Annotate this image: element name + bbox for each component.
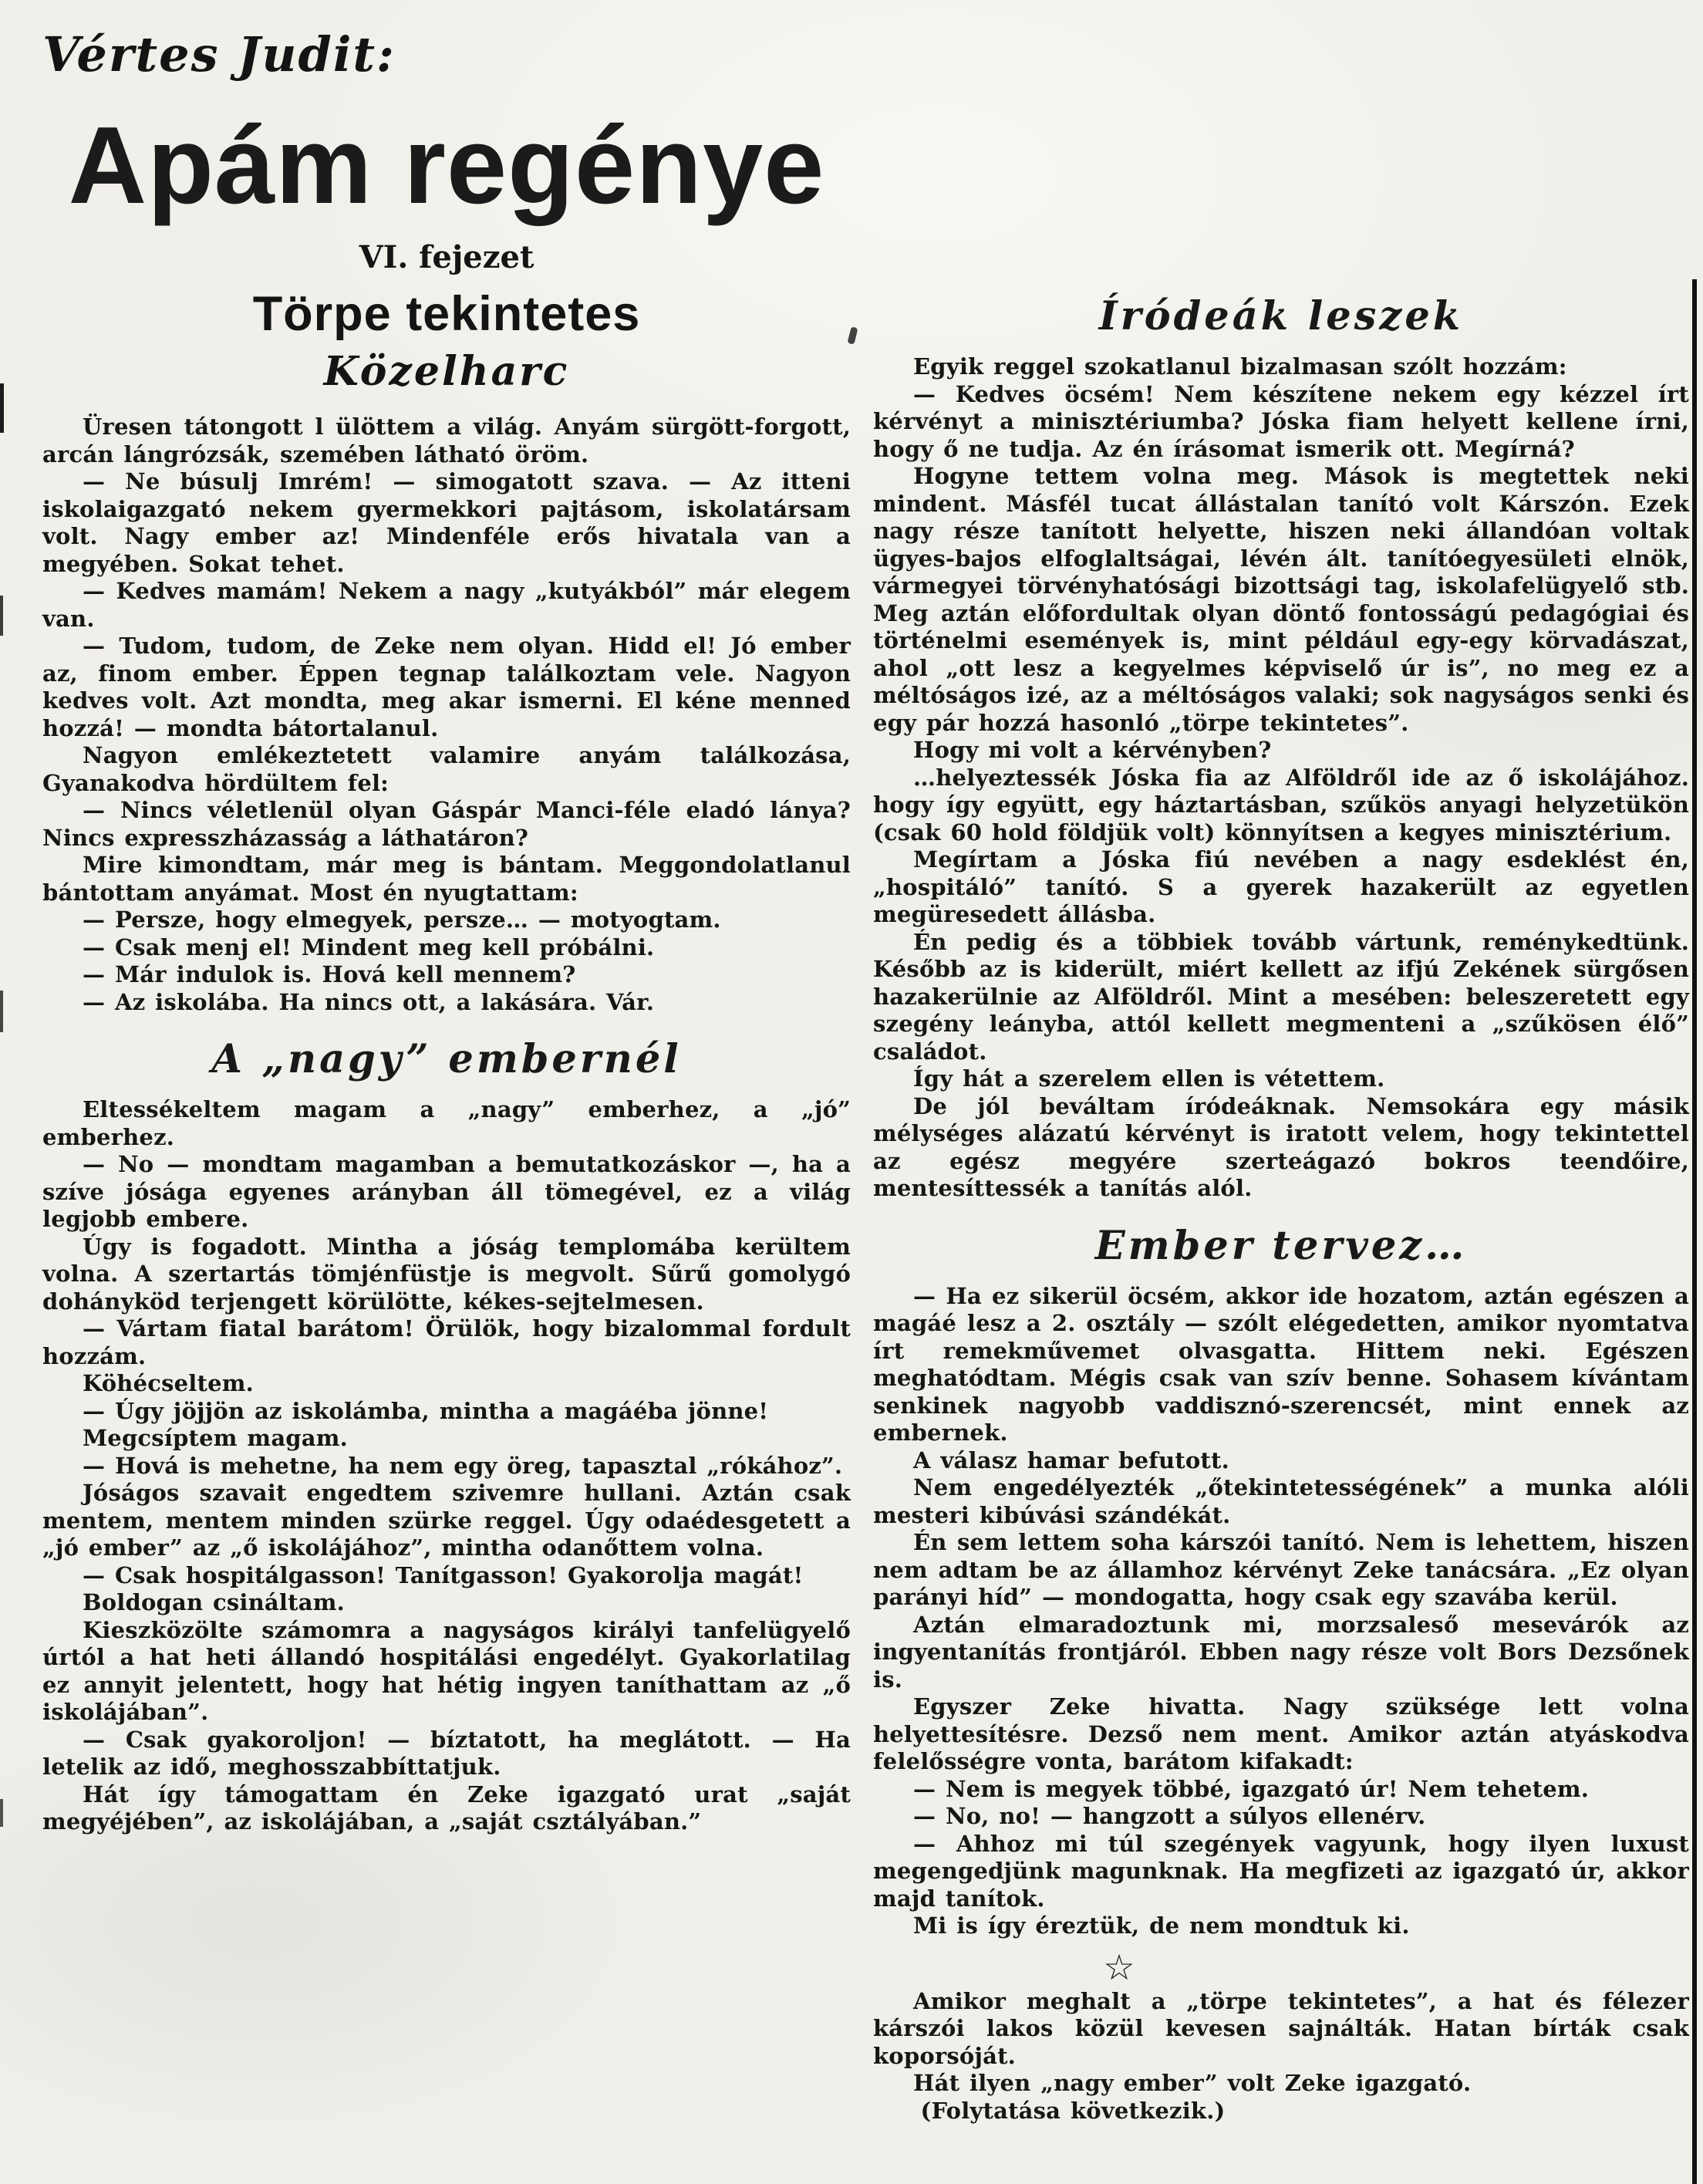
paragraph: Megírtam a Jóska fiú nevében a nagy esdeklést én, „hospitáló” tanító. S a gyerek hazakerült az egyetlen megüresedett állásba. — [873, 846, 1689, 927]
page-edge-rule — [1692, 279, 1697, 2184]
paragraph: — Nincs véletlenül olyan Gáspár Manci-féle eladó lánya? Nincs expresszházasság a láthatáron? — [42, 797, 851, 851]
paragraph: — Csak gyakoroljon! — bíztatott, ha meglátott. — Ha letelik az idő, meghosszabbíttatjuk. — [42, 1726, 851, 1780]
paragraph: — Ne búsulj Imrém! — simogatott szava. — Az itteni iskolaigazgató nekem gyermekkori pajtásom, iskolatársam volt. Nagy ember az! Mindenféle erős hivatala van a megyében. Sokat tehet. — [42, 468, 851, 577]
paragraph: Úgy is fogadott. Mintha a jóság templomába kerültem volna. A szertartás tömjénfüstje is megvolt. Sűrű gomolygó dohányköd terjengett körülötte, kékes-sejtelmesen. — [42, 1233, 851, 1315]
scan-edge-artifact — [0, 383, 4, 433]
paragraph: Hát ilyen „nagy ember” volt Zeke igazgató. — [913, 2070, 1472, 2096]
paragraph: (Folytatása következik.) — [920, 2097, 1226, 2124]
paragraph: Boldogan csináltam. — [83, 1589, 345, 1615]
paragraph: Hogy mi volt a kérvényben? — [913, 737, 1272, 763]
paragraph: — Az iskolába. Ha nincs ott, a lakására. Vár. — [83, 988, 655, 1015]
paragraph: — Nem is megyek többé, igazgató úr! Nem tehetem. — [913, 1775, 1590, 1802]
paragraph: Hát így támogattam én Zeke igazgató urat „saját megyéjében”, az iskolájában, a „saját csztályában.” — [42, 1781, 851, 1835]
paragraph: Mire kimondtam, már meg is bántam. Meggondolatlanul bántottam anyámat. Most én nyugtattam: — [42, 852, 851, 906]
paragraph: — Ha ez sikerül öcsém, akkor ide hozatom, aztán egészen a magáé lesz a 2. osztály — szólt elégedetten, amikor nyomtatva írt remekművemet olvasgatta. Hittem neki. Egészen meghatódtam. Mégis csak van szív benne. Sohasem kívántam senkinek nagyobb vaddisznó-szerencsét, mint ennek az embernek. — [873, 1282, 1689, 1446]
paragraph: — Tudom, tudom, de Zeke nem olyan. Hidd el! Jó ember az, finom ember. Éppen tegnap találkoztam vele. Nagyon kedves volt. Azt mondta, meg akar ismerni. El kéne menned hozzá! — mondta bátortalanul. — [42, 633, 851, 741]
section-heading-kozelharc: Közelharc — [323, 348, 570, 395]
paragraph: Kieszközölte számomra a nagyságos királyi tanfelügyelő úrtól a hat heti állandó hospitálási engedélyt. Gyakorlatilag ez annyit jelentett, hogy hat hétig ingyen taníthattam az „ő iskolájában”. — [42, 1616, 851, 1725]
paragraph: A válasz hamar befutott. — [913, 1446, 1229, 1473]
scan-edge-artifact — [0, 596, 3, 636]
paragraph: — Kedves mamám! Nekem a nagy „kutyákból” már elegem van. — [42, 578, 851, 632]
paragraph: — Úgy jöjjön az iskolámba, mintha a magáéba jönne! — [83, 1397, 769, 1424]
paragraph: Amikor meghalt a „törpe tekintetes”, a hat és félezer kárszói lakos közül kevesen sajnálták. Hatan bírták csak koporsóját. — [873, 1987, 1689, 2069]
paragraph: — No — mondtam magamban a bemutatkozáskor —, ha a szíve jósága egyenes arányban áll tömegével, ez a világ legjobb embere. — [42, 1151, 851, 1232]
paragraph: — Ahhoz mi túl szegények vagyunk, hogy ilyen luxust megengedjünk magunknak. Ha megfizeti az igazgató úr, akkor majd tanítok. — [873, 1830, 1689, 1912]
paragraph: — Kedves öcsém! Nem készítene nekem egy kézzel írt kérvényt a minisztériumba? Jóska fiam helyett kellene írni, hogy ő ne tudja. Az én írásomat ismerik ott. Megírná? — [873, 380, 1689, 462]
right-column-text — [873, 295, 1689, 2125]
paragraph: Nagyon emlékeztetett valamire anyám találkozása, Gyanakodva hördültem fel: — [42, 742, 851, 796]
author-byline: Vértes Judit: — [42, 26, 396, 83]
paragraph: Nem engedélyezték „őtekintetességének” a munka alóli mesteri kibúvási szándékát. — [873, 1474, 1689, 1528]
paragraph: — Hová is mehetne, ha nem egy öreg, tapasztal „rókához”. — [83, 1452, 843, 1479]
paragraph: — Már indulok is. Hová kell mennem? — [83, 961, 576, 987]
paragraph: — Csak hospitálgasson! Tanítgasson! Gyakorolja magát! — [83, 1561, 804, 1588]
paragraph: Köhécseltem. — [83, 1370, 254, 1396]
left-column-text — [42, 414, 851, 1836]
paragraph: Egyik reggel szokatlanul bizalmasan szólt hozzám: — [913, 353, 1567, 380]
right-column — [873, 295, 1689, 2125]
section-heading: A „nagy” embernél — [211, 1036, 682, 1082]
paragraph: — Vártam fiatal barátom! Örülök, hogy bizalommal fordult hozzám. — [42, 1315, 851, 1369]
paragraph: Üresen tátongott l ülöttem a világ. Anyám sürgött-forgott, arcán lángrózsák, szemében látható öröm. — [42, 414, 851, 468]
paragraph: Aztán elmaradoztunk mi, morzsaleső mesevárók az ingyentanítás frontjáról. Ebben nagy része volt Bors Dezsőnek is. — [873, 1611, 1689, 1693]
star-ornament: ☆ — [1103, 1946, 1135, 1988]
article-title: Apám regénye — [68, 104, 825, 227]
section-heading: Ember tervez… — [1094, 1222, 1468, 1269]
paragraph: Egyszer Zeke hivatta. Nagy szüksége lett volna helyettesítésre. Dezső nem ment. Amikor aztán atyáskodva felelősségre vonta, barátom kifakadt: — [873, 1693, 1689, 1774]
paragraph: Mi is így éreztük, de nem mondtuk ki. — [913, 1912, 1410, 1939]
paragraph: Így hát a szerelem ellen is vétettem. — [913, 1065, 1385, 1092]
paragraph: Hogyne tettem volna meg. Mások is megtettek neki mindent. Másfél tucat állástalan tanító volt Kárszón. Ezek nagy része tanított helyette, hiszen neki állandóan voltak ügyes-bajos elfoglaltságai, lévén ált. tanítóegyesületi elnök, vármegyei törvényhatósági bizottsági tag, iskolafelügyelő stb. Meg aztán előfordultak olyan döntő fontosságú pedagógiai és történelmi események is, mint például egy-egy körvadászat, ahol „ott lesz a kegyelmes képviselő úr is”, no meg ez a méltóságos izé, az a méltóságos valaki; sok nagyságos senki és egy pár hozzá hasonló „törpe tekintetes”. — [873, 463, 1689, 736]
paragraph: — No, no! — hangzott a súlyos ellenérv. — [913, 1803, 1426, 1829]
paragraph: Megcsíptem magam. — [83, 1425, 348, 1451]
chapter-number: VI. fejezet — [359, 239, 535, 275]
chapter-title: Törpe tekintetes — [252, 287, 641, 341]
paragraph: Én pedig és a többiek tovább vártunk, reménykedtünk. Később az is kiderült, miért kellett az ifjú Zekének sürgősen hazakerülnie az Alföldről. Mint a mesében: beleszeretett egy szegény leányba, attól kellett megmenteni a „szűkösen élő” családot. — [873, 928, 1689, 1065]
left-column — [42, 28, 851, 1836]
paragraph: Jóságos szavait engedtem szivemre hullani. Aztán csak mentem, mentem minden szürke reggel. Úgy odaédesgetett a „jó ember” az „ő iskolájához”, mintha odanőttem volna. — [42, 1480, 851, 1561]
paragraph: Én sem lettem soha kárszói tanító. Nem is lehettem, hiszen nem adtam be az államhoz kérvényt Zeke tanácsára. „Ez olyan parányi híd” — mondogatta, hogy csak egy szavába kerül. — [873, 1529, 1689, 1610]
scan-edge-artifact — [0, 1799, 3, 1827]
section-heading: Íródeák leszek — [1098, 293, 1464, 339]
paragraph: De jól beváltam íródeáknak. Nemsokára egy másik mélységes alázatú kérvényt is iratott velem, hogy tekintettel az egész megyére szerteágazó bokros teendőire, mentesíttessék a tanítás alól. — [873, 1092, 1689, 1201]
paragraph: …helyeztessék Jóska fia az Alföldről ide az ő iskolájához. hogy így együtt, egy háztartásban, szűkös anyagi helyzetükön (csak 60 hold földjük volt) könnyítsen a kegyes minisztérium. — [873, 764, 1689, 846]
scan-edge-artifact — [0, 991, 3, 1032]
paragraph: — Csak menj el! Mindent meg kell próbálni. — [83, 933, 655, 960]
paragraph: — Persze, hogy elmegyek, persze… — motyogtam. — [83, 906, 721, 933]
paragraph: Eltessékeltem magam a „nagy” emberhez, a „jó” emberhez. — [42, 1096, 851, 1150]
